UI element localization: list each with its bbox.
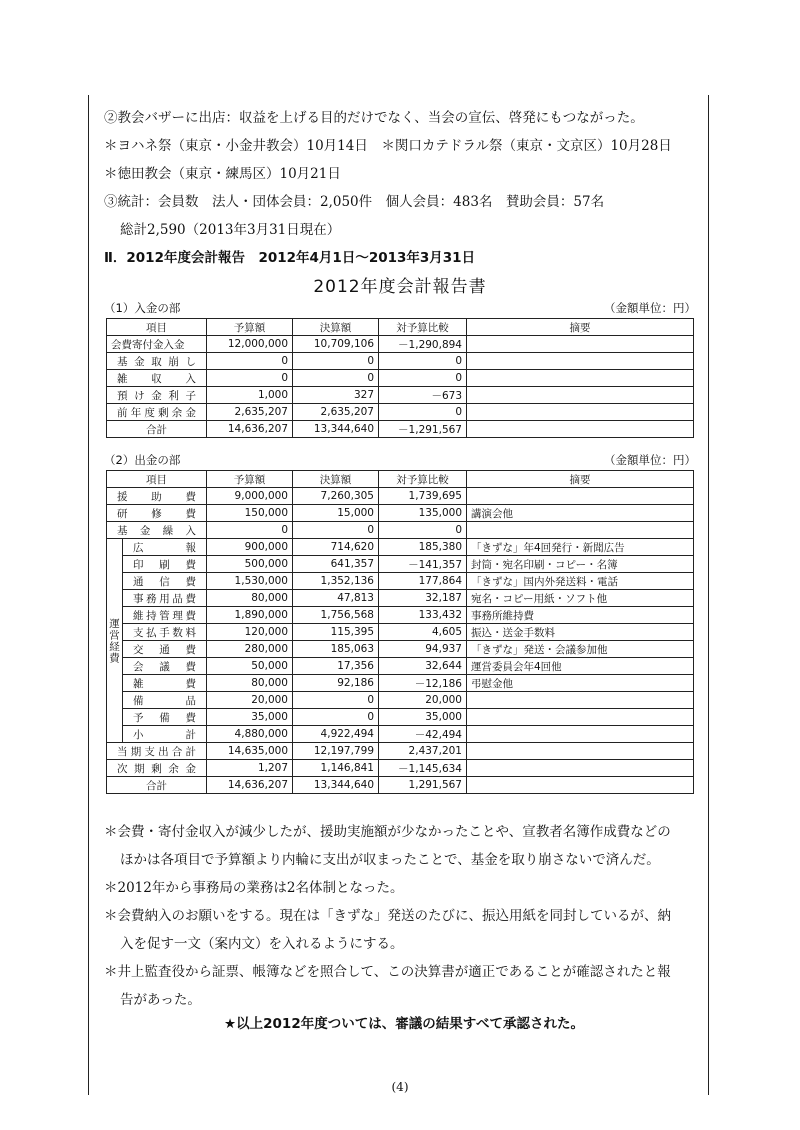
row-item: 前年度剰余金 bbox=[107, 404, 207, 421]
row-item: 予備費 bbox=[123, 709, 207, 726]
row-note bbox=[467, 336, 694, 353]
row-diff: －673 bbox=[379, 387, 467, 404]
row-budget: 150,000 bbox=[207, 505, 293, 522]
header-note: 摘要 bbox=[467, 319, 694, 336]
row-budget: 120,000 bbox=[207, 624, 293, 641]
note-line: ＊2012年から事務局の業務は2名体制となった。 bbox=[104, 880, 404, 896]
page-number: (4) bbox=[391, 1080, 409, 1094]
row-item: 援助費 bbox=[107, 488, 207, 505]
table-row bbox=[107, 387, 694, 404]
row-actual: 0 bbox=[293, 522, 379, 539]
expense-caption: （2）出金の部 bbox=[104, 453, 181, 467]
table-row bbox=[107, 539, 694, 556]
intro-line-bazaar: ②教会バザーに出店：収益を上げる目的だけでなく、当会の宣伝、啓発にもつながった。 bbox=[104, 110, 644, 126]
table-row bbox=[107, 709, 694, 726]
row-note bbox=[467, 404, 694, 421]
row-budget: 80,000 bbox=[207, 675, 293, 692]
row-note bbox=[467, 692, 694, 709]
row-diff: 133,432 bbox=[379, 607, 467, 624]
note-line: ＊井上監査役から証票、帳簿などを照合して、この決算書が適正であることが確認されたと報 bbox=[104, 964, 671, 980]
row-item: 印刷費 bbox=[123, 556, 207, 573]
row-budget: 0 bbox=[207, 522, 293, 539]
row-budget: 35,000 bbox=[207, 709, 293, 726]
row-item: 預け金利子 bbox=[107, 387, 207, 404]
row-actual: 17,356 bbox=[293, 658, 379, 675]
row-diff: 94,937 bbox=[379, 641, 467, 658]
row-budget: 0 bbox=[207, 370, 293, 387]
row-note: 「きずな」年4回発行・新聞広告 bbox=[467, 539, 694, 556]
row-item: 当期支出合計 bbox=[107, 743, 207, 760]
row-actual: 1,756,568 bbox=[293, 607, 379, 624]
row-note: 弔慰金他 bbox=[467, 675, 694, 692]
total-budget: 14,636,207 bbox=[207, 777, 293, 794]
table-row bbox=[107, 336, 694, 353]
table-row bbox=[107, 522, 694, 539]
notes-section bbox=[104, 818, 704, 1014]
row-diff: 0 bbox=[379, 353, 467, 370]
row-actual: 1,352,136 bbox=[293, 573, 379, 590]
total-actual: 13,344,640 bbox=[293, 421, 379, 438]
total-actual: 13,344,640 bbox=[293, 777, 379, 794]
header-note: 摘要 bbox=[467, 471, 694, 488]
expense-table bbox=[106, 470, 694, 794]
row-budget: 2,635,207 bbox=[207, 404, 293, 421]
row-item: 交通費 bbox=[123, 641, 207, 658]
row-diff: －1,145,634 bbox=[379, 760, 467, 777]
row-item: 次期剰余金 bbox=[107, 760, 207, 777]
note-line: ほかは各項目で予算額より内輪に支出が収まったことで、基金を取り崩さないで済んだ。 bbox=[120, 852, 660, 868]
note-line: ＊会費・寄付金収入が減少したが、援助実施額が少なかったことや、宣教者名簿作成費などの bbox=[104, 824, 671, 840]
row-actual: 0 bbox=[293, 692, 379, 709]
header-item: 項目 bbox=[107, 319, 207, 336]
row-actual: 15,000 bbox=[293, 505, 379, 522]
total-item: 合計 bbox=[107, 421, 207, 438]
header-budget: 予算額 bbox=[207, 471, 293, 488]
header-actual: 決算額 bbox=[293, 471, 379, 488]
row-item: 事務用品費 bbox=[123, 590, 207, 607]
row-note bbox=[467, 370, 694, 387]
row-budget: 280,000 bbox=[207, 641, 293, 658]
row-note bbox=[467, 760, 694, 777]
row-actual: 0 bbox=[293, 370, 379, 387]
row-item: 雑費 bbox=[123, 675, 207, 692]
total-note bbox=[467, 777, 694, 794]
table-row bbox=[107, 692, 694, 709]
row-budget: 900,000 bbox=[207, 539, 293, 556]
row-note: 講演会他 bbox=[467, 505, 694, 522]
row-item: 会議費 bbox=[123, 658, 207, 675]
table-row bbox=[107, 573, 694, 590]
row-diff: 135,000 bbox=[379, 505, 467, 522]
row-diff: －141,357 bbox=[379, 556, 467, 573]
intro-line-tokuda: ＊徳田教会（東京・練馬区）10月21日 bbox=[104, 166, 341, 182]
row-diff: 177,864 bbox=[379, 573, 467, 590]
total-budget: 14,636,207 bbox=[207, 421, 293, 438]
row-budget: 1,000 bbox=[207, 387, 293, 404]
row-note bbox=[467, 522, 694, 539]
header-diff: 対予算比較 bbox=[379, 471, 467, 488]
row-budget: 14,635,000 bbox=[207, 743, 293, 760]
row-actual: 2,635,207 bbox=[293, 404, 379, 421]
header-budget: 予算額 bbox=[207, 319, 293, 336]
row-budget: 500,000 bbox=[207, 556, 293, 573]
expense-unit: （金額単位：円） bbox=[604, 453, 696, 467]
intro-line-events: ＊ヨハネ祭（東京・小金井教会）10月14日 ＊関口カテドラル祭（東京・文京区）10月28日 bbox=[104, 138, 672, 154]
row-note bbox=[467, 353, 694, 370]
row-budget: 1,530,000 bbox=[207, 573, 293, 590]
row-actual: 0 bbox=[293, 353, 379, 370]
total-note bbox=[467, 421, 694, 438]
expense-header-row bbox=[107, 471, 694, 488]
row-diff: －1,290,894 bbox=[379, 336, 467, 353]
expense-table-caption-row bbox=[104, 452, 696, 468]
row-item: 支払手数料 bbox=[123, 624, 207, 641]
row-actual: 92,186 bbox=[293, 675, 379, 692]
left-margin-rule bbox=[88, 95, 89, 1095]
approval-statement: ★以上2012年度ついては、審議の結果すべて承認された。 bbox=[224, 1016, 584, 1032]
row-diff: 185,380 bbox=[379, 539, 467, 556]
row-actual: 4,922,494 bbox=[293, 726, 379, 743]
table-row bbox=[107, 743, 694, 760]
intro-line-statistics: ③統計：会員数 法人・団体会員：2,050件 個人会員：483名 賛助会員：57名 bbox=[104, 194, 605, 210]
total-item: 合計 bbox=[107, 777, 207, 794]
row-actual: 10,709,106 bbox=[293, 336, 379, 353]
row-note: 封筒・宛名印刷・コピー・名簿 bbox=[467, 556, 694, 573]
total-diff: －1,291,567 bbox=[379, 421, 467, 438]
table-row bbox=[107, 658, 694, 675]
row-note bbox=[467, 488, 694, 505]
row-note: 「きずな」国内外発送料・電話 bbox=[467, 573, 694, 590]
row-note: 事務所維持費 bbox=[467, 607, 694, 624]
row-diff: 0 bbox=[379, 404, 467, 421]
row-diff: 20,000 bbox=[379, 692, 467, 709]
row-budget: 50,000 bbox=[207, 658, 293, 675]
row-actual: 641,357 bbox=[293, 556, 379, 573]
table-row bbox=[107, 404, 694, 421]
report-title: 2012年度会計報告書 bbox=[313, 277, 487, 297]
row-diff: 32,187 bbox=[379, 590, 467, 607]
row-budget: 80,000 bbox=[207, 590, 293, 607]
row-item: 小計 bbox=[123, 726, 207, 743]
row-note: 振込・送金手数料 bbox=[467, 624, 694, 641]
row-budget: 12,000,000 bbox=[207, 336, 293, 353]
row-budget: 1,890,000 bbox=[207, 607, 293, 624]
row-diff: 1,739,695 bbox=[379, 488, 467, 505]
row-item: 維持管理費 bbox=[123, 607, 207, 624]
row-actual: 7,260,305 bbox=[293, 488, 379, 505]
table-row bbox=[107, 760, 694, 777]
row-note bbox=[467, 387, 694, 404]
operating-expenses-group-label: 運営経費 bbox=[107, 539, 123, 743]
total-row bbox=[107, 777, 694, 794]
row-note: 運営委員会年4回他 bbox=[467, 658, 694, 675]
table-row bbox=[107, 590, 694, 607]
row-item: 雑収入 bbox=[107, 370, 207, 387]
row-item: 基金取崩し bbox=[107, 353, 207, 370]
intro-line-total-members: 総計2,590（2013年3月31日現在） bbox=[120, 222, 341, 238]
table-row bbox=[107, 505, 694, 522]
income-unit: （金額単位：円） bbox=[604, 301, 696, 315]
row-note bbox=[467, 726, 694, 743]
row-actual: 0 bbox=[293, 709, 379, 726]
total-row bbox=[107, 421, 694, 438]
row-item: 広報 bbox=[123, 539, 207, 556]
note-line: 告があった。 bbox=[120, 992, 201, 1008]
row-diff: 2,437,201 bbox=[379, 743, 467, 760]
row-budget: 20,000 bbox=[207, 692, 293, 709]
header-diff: 対予算比較 bbox=[379, 319, 467, 336]
income-header-row bbox=[107, 319, 694, 336]
row-diff: －12,186 bbox=[379, 675, 467, 692]
row-budget: 0 bbox=[207, 353, 293, 370]
total-diff: 1,291,567 bbox=[379, 777, 467, 794]
header-actual: 決算額 bbox=[293, 319, 379, 336]
subtotal-row bbox=[107, 726, 694, 743]
row-item: 備品 bbox=[123, 692, 207, 709]
row-diff: 35,000 bbox=[379, 709, 467, 726]
income-table-caption-row bbox=[104, 300, 696, 316]
table-row bbox=[107, 556, 694, 573]
row-diff: 0 bbox=[379, 370, 467, 387]
note-line: 入を促す一文（案内文）を入れるようにする。 bbox=[120, 936, 404, 952]
table-row bbox=[107, 353, 694, 370]
row-budget: 4,880,000 bbox=[207, 726, 293, 743]
row-diff: －42,494 bbox=[379, 726, 467, 743]
section-heading: Ⅱ．2012年度会計報告 2012年4月1日～2013年3月31日 bbox=[104, 250, 476, 266]
row-diff: 4,605 bbox=[379, 624, 467, 641]
row-actual: 714,620 bbox=[293, 539, 379, 556]
row-budget: 1,207 bbox=[207, 760, 293, 777]
row-actual: 47,813 bbox=[293, 590, 379, 607]
row-diff: 32,644 bbox=[379, 658, 467, 675]
row-item: 会費寄付金入金 bbox=[107, 336, 207, 353]
table-row bbox=[107, 624, 694, 641]
row-item: 基金繰入 bbox=[107, 522, 207, 539]
row-actual: 115,395 bbox=[293, 624, 379, 641]
row-actual: 1,146,841 bbox=[293, 760, 379, 777]
row-item: 研修費 bbox=[107, 505, 207, 522]
intro-section bbox=[104, 104, 704, 272]
table-row bbox=[107, 370, 694, 387]
note-line: ＊会費納入のお願いをする。現在は「きずな」発送のたびに、振込用紙を同封しているが、納 bbox=[104, 908, 671, 924]
row-item: 通信費 bbox=[123, 573, 207, 590]
header-item: 項目 bbox=[107, 471, 207, 488]
table-row bbox=[107, 641, 694, 658]
row-note bbox=[467, 743, 694, 760]
table-row bbox=[107, 488, 694, 505]
right-margin-rule bbox=[708, 95, 709, 1095]
income-table bbox=[106, 318, 694, 438]
row-budget: 9,000,000 bbox=[207, 488, 293, 505]
table-row bbox=[107, 607, 694, 624]
row-actual: 327 bbox=[293, 387, 379, 404]
row-note bbox=[467, 709, 694, 726]
row-actual: 12,197,799 bbox=[293, 743, 379, 760]
table-row bbox=[107, 675, 694, 692]
row-actual: 185,063 bbox=[293, 641, 379, 658]
income-caption: （1）入金の部 bbox=[104, 301, 181, 315]
row-note: 宛名・コピー用紙・ソフト他 bbox=[467, 590, 694, 607]
row-note: 「きずな」発送・会議参加他 bbox=[467, 641, 694, 658]
row-diff: 0 bbox=[379, 522, 467, 539]
